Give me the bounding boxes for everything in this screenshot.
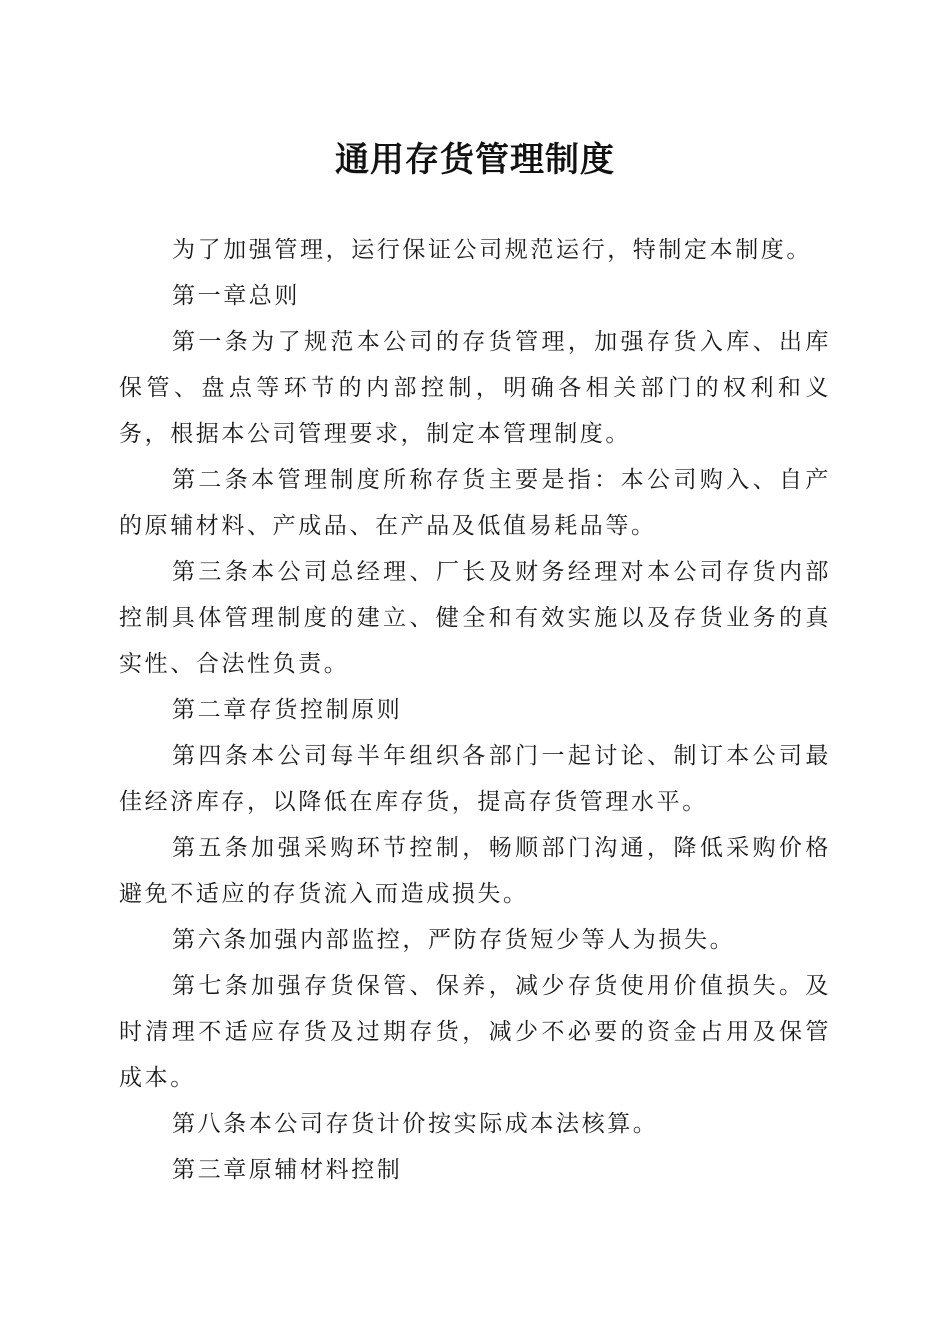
article-paragraph: 第一条为了规范本公司的存货管理，加强存货入库、出库保管、盘点等环节的内部控制，明确各相关部门的权利和义务，根据本公司管理要求，制定本管理制度。 xyxy=(119,329,831,447)
chapter-heading: 第三章原辅材料控制 xyxy=(172,1157,403,1183)
article-paragraph: 第三条本公司总经理、厂长及财务经理对本公司存货内部控制具体管理制度的建立、健全和有效实施以及存货业务的真实性、合法性负责。 xyxy=(119,559,831,677)
article-paragraph: 第五条加强采购环节控制，畅顺部门沟通，降低采购价格避免不适应的存货流入而造成损失。 xyxy=(119,835,831,907)
article-paragraph: 第二条本管理制度所称存货主要是指：本公司购入、自产的原辅材料、产成品、在产品及低值易耗品等。 xyxy=(119,467,831,539)
chapter-heading: 第一章总则 xyxy=(172,283,300,309)
article-paragraph: 第八条本公司存货计价按实际成本法核算。 xyxy=(172,1111,659,1137)
article-paragraph: 第七条加强存货保管、保养，减少存货使用价值损失。及时清理不适应存货及过期存货，减少不必要的资金占用及保管成本。 xyxy=(119,973,831,1091)
chapter-heading: 第二章存货控制原则 xyxy=(172,697,403,723)
article-paragraph: 第六条加强内部监控，严防存货短少等人为损失。 xyxy=(172,927,736,953)
document-body xyxy=(119,227,831,1193)
article-paragraph: 第四条本公司每半年组织各部门一起讨论、制订本公司最佳经济库存，以降低在库存货，提高存货管理水平。 xyxy=(119,743,831,815)
intro-paragraph: 为了加强管理，运行保证公司规范运行，特制定本制度。 xyxy=(172,237,812,263)
document-title: 通用存货管理制度 xyxy=(335,140,615,180)
